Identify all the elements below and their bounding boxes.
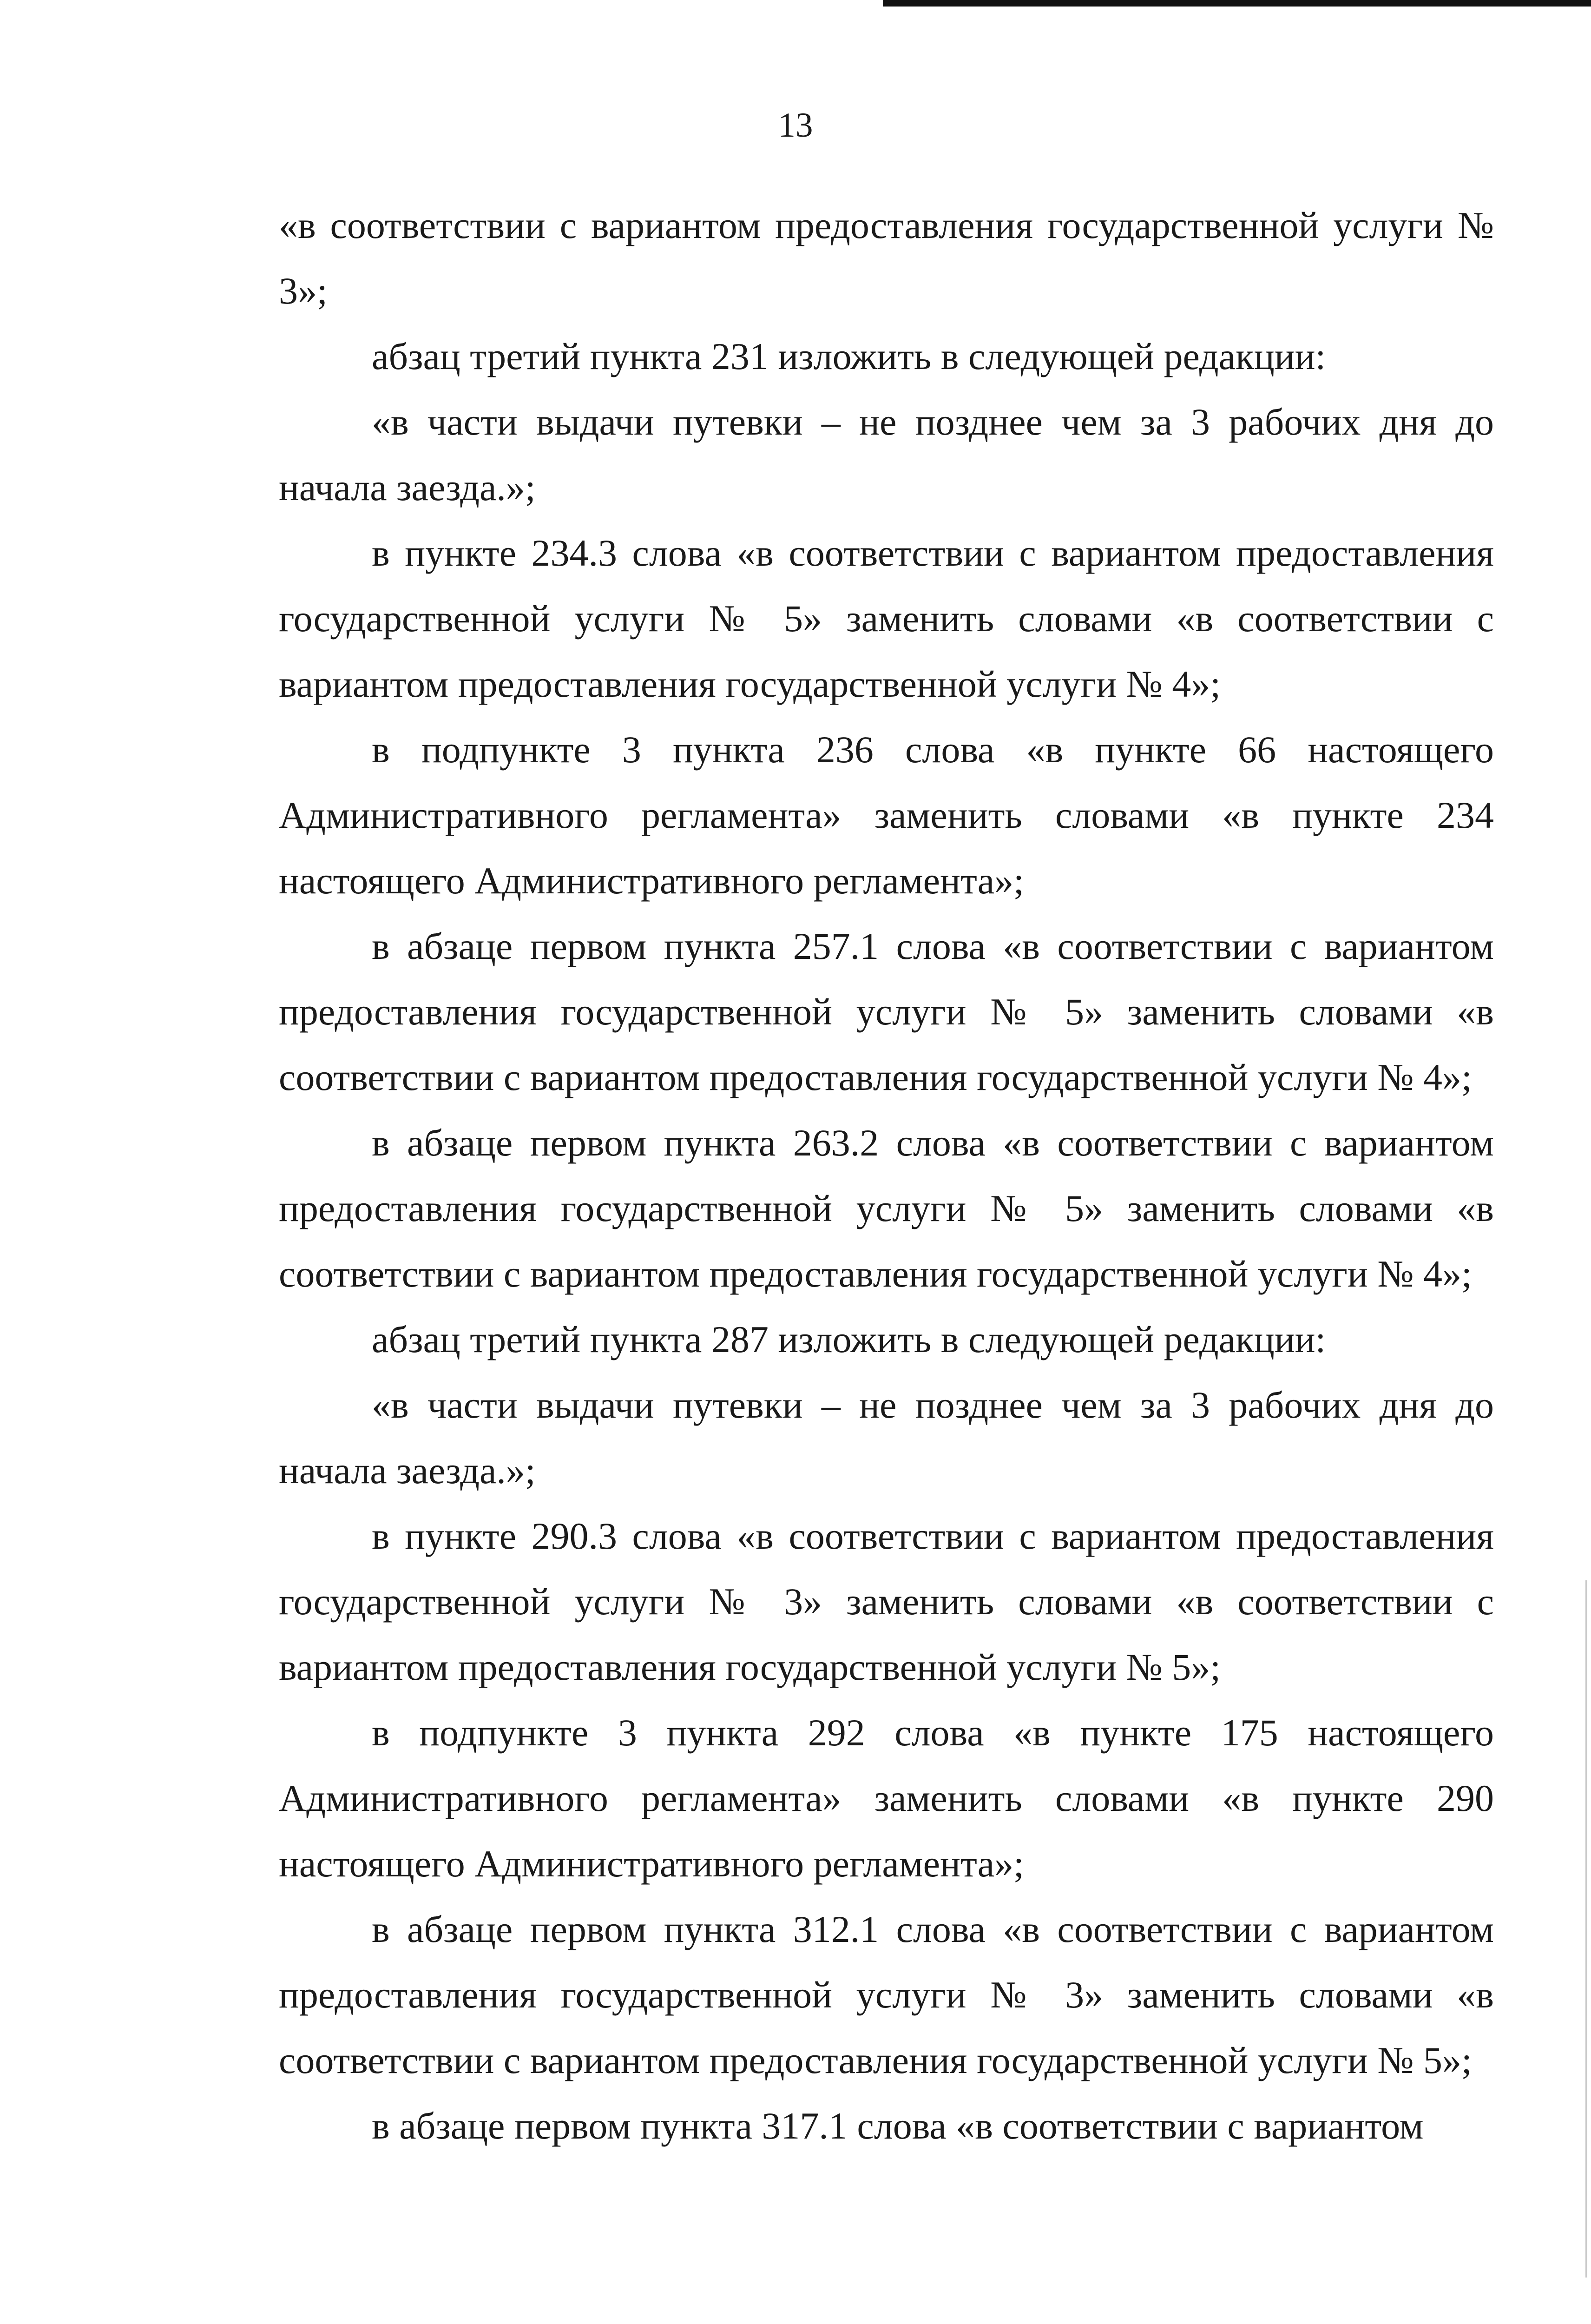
paragraph: в пункте 234.3 слова «в соответствии с вариантом предоставления государственной услуги № 5» заменить словами «в соответствии с вариантом предоставления государственной услуги № 4»; (279, 532, 1494, 705)
paragraph: в абзаце первом пункта 263.2 слова «в соответствии с вариантом предоставления государственной услуги № 5» заменить словами «в соответствии с вариантом предоставления государственной услуги № 4»; (279, 1122, 1494, 1295)
scan-border-right (1585, 1580, 1587, 2278)
paragraph: «в соответствии с вариантом предоставления государственной услуги № 3»; (279, 204, 1494, 312)
paragraph: «в части выдачи путевки – не позднее чем за 3 рабочих дня до начала заезда.»; (279, 401, 1494, 508)
paragraph: в абзаце первом пункта 312.1 слова «в соответствии с вариантом предоставления государственной услуги № 3» заменить словами «в соответствии с вариантом предоставления государственной услуги № 5»; (279, 1908, 1494, 2081)
paragraph: «в части выдачи путевки – не позднее чем за 3 рабочих дня до начала заезда.»; (279, 1384, 1494, 1492)
document-body (279, 192, 1494, 2159)
paragraph: в подпункте 3 пункта 292 слова «в пункте 175 настоящего Административного регламента» заменить словами «в пункте 290 настоящего Административного регламента»; (279, 1711, 1494, 1885)
page-number: 13 (778, 106, 813, 145)
paragraph: в подпункте 3 пункта 236 слова «в пункте 66 настоящего Административного регламента» заменить словами «в пункте 234 настоящего Административного регламента»; (279, 728, 1494, 902)
paragraph: абзац третий пункта 231 изложить в следующей редакции: (372, 335, 1326, 377)
scan-border-top (883, 0, 1591, 7)
paragraph: абзац третий пункта 287 изложить в следующей редакции: (372, 1318, 1326, 1360)
paragraph: в пункте 290.3 слова «в соответствии с вариантом предоставления государственной услуги № 3» заменить словами «в соответствии с вариантом предоставления государственной услуги № 5»; (279, 1515, 1494, 1688)
paragraph: в абзаце первом пункта 317.1 слова «в соответствии с вариантом (372, 2105, 1424, 2147)
paragraph: в абзаце первом пункта 257.1 слова «в соответствии с вариантом предоставления государственной услуги № 5» заменить словами «в соответствии с вариантом предоставления государственной услуги № 4»; (279, 925, 1494, 1098)
